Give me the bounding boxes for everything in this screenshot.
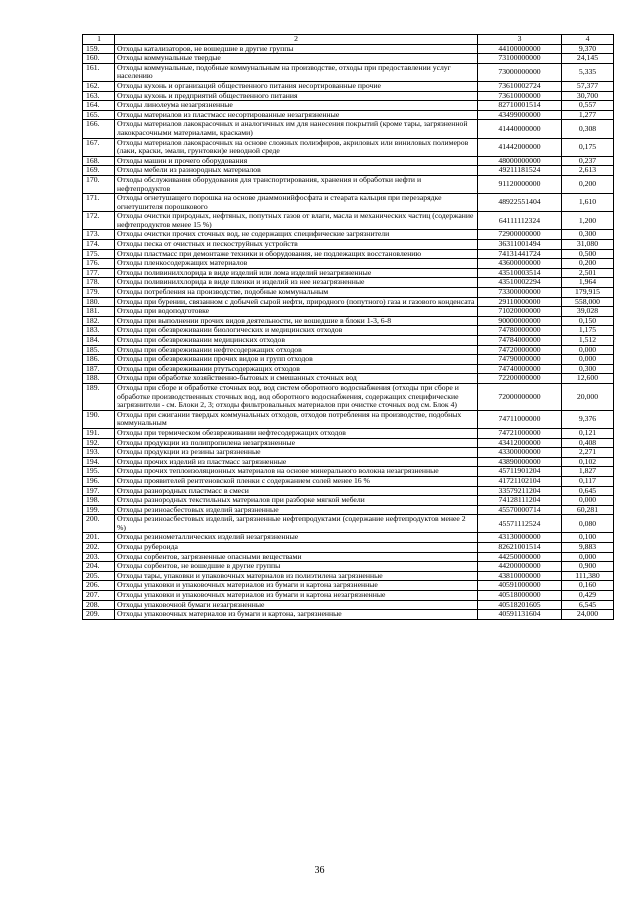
waste-name: Отходы сорбентов, загрязненные опасными веществами (115, 552, 478, 562)
waste-name: Отходы разнородных пластмасс в смеси (115, 486, 478, 496)
waste-name: Отходы упаковочных материалов из бумаги и картона, загрязненные (115, 610, 478, 620)
waste-amount: 60,281 (562, 505, 614, 515)
waste-name: Отходы поливинилхлорида в виде изделий или лома изделий незагрязненные (115, 268, 478, 278)
waste-code: 43499000000 (478, 110, 562, 120)
waste-amount: 0,117 (562, 476, 614, 486)
table-row (83, 212, 614, 230)
table-row (83, 101, 614, 111)
table-row (83, 230, 614, 240)
waste-amount: 0,500 (562, 249, 614, 259)
waste-name: Отходы коммунальные, подобные коммунальным на производстве, отходы при предоставлении услуг населению (115, 63, 478, 81)
waste-amount: 0,900 (562, 562, 614, 572)
waste-name: Отходы разнородных текстильных материалов при разборке мягкой мебели (115, 496, 478, 506)
waste-amount: 30,700 (562, 91, 614, 101)
waste-name: Отходы материалов лакокрасочных на основе сложных полиэфиров, акриловых или виниловых полимеров (лаки, краски, эмали, грунтовки)е неводной среде (115, 138, 478, 156)
waste-name: Отходы прочих изделий из пластмасс загрязненные (115, 457, 478, 467)
waste-code: 40591000000 (478, 581, 562, 591)
row-number: 159. (83, 44, 115, 54)
waste-code: 74790000000 (478, 355, 562, 365)
waste-name: Отходы кухонь и предприятий общественного питания (115, 91, 478, 101)
waste-code: 41721102104 (478, 476, 562, 486)
waste-amount: 0,175 (562, 138, 614, 156)
waste-code: 72900000000 (478, 230, 562, 240)
waste-name: Отходы проявителей рентгеновской пленки с содержанием солей менее 16 % (115, 476, 478, 486)
row-number: 171. (83, 194, 115, 212)
waste-amount: 0,308 (562, 120, 614, 138)
table-row (83, 240, 614, 250)
waste-amount: 2,271 (562, 448, 614, 458)
waste-code: 44100000000 (478, 44, 562, 54)
waste-name: Отходы машин и прочего оборудования (115, 156, 478, 166)
table-row (83, 355, 614, 365)
waste-amount: 0,000 (562, 552, 614, 562)
row-number: 166. (83, 120, 115, 138)
waste-amount: 0,160 (562, 581, 614, 591)
waste-code: 41440000000 (478, 120, 562, 138)
waste-code: 72200000000 (478, 374, 562, 384)
waste-amount: 0,100 (562, 533, 614, 543)
waste-amount: 558,000 (562, 297, 614, 307)
waste-amount: 12,600 (562, 374, 614, 384)
waste-name: Отходы материалов лакокрасочных и аналогичных им для нанесения покрытий (кроме тары, загрязненной лакокрасочными материалами, красками) (115, 120, 478, 138)
waste-amount: 0,080 (562, 515, 614, 533)
waste-name: Отходы поливинилхлорида в виде пленки и изделий из нее незагрязненные (115, 278, 478, 288)
row-number: 170. (83, 175, 115, 193)
waste-amount: 31,080 (562, 240, 614, 250)
waste-code: 40518000000 (478, 591, 562, 601)
table-row (83, 515, 614, 533)
waste-amount: 9,370 (562, 44, 614, 54)
waste-amount: 0,121 (562, 428, 614, 438)
waste-amount: 0,200 (562, 175, 614, 193)
waste-name: Отходы сорбентов, не вошедшие в другие группы (115, 562, 478, 572)
table-row (83, 63, 614, 81)
row-number: 196. (83, 476, 115, 486)
row-number: 191. (83, 428, 115, 438)
waste-code: 44200000000 (478, 562, 562, 572)
table-row (83, 496, 614, 506)
waste-amount: 1,277 (562, 110, 614, 120)
waste-name: Отходы резиноасбестовых изделий, загрязненные нефтепродуктами (содержание нефтепродуктов менее 2 %) (115, 515, 478, 533)
waste-amount: 6,545 (562, 600, 614, 610)
waste-code: 82621001514 (478, 543, 562, 553)
waste-amount: 0,200 (562, 259, 614, 269)
waste-code: 43300000000 (478, 448, 562, 458)
table-row (83, 249, 614, 259)
table-row (83, 505, 614, 515)
table-row (83, 428, 614, 438)
row-number: 176. (83, 259, 115, 269)
waste-code: 74740000000 (478, 364, 562, 374)
waste-code: 29110000000 (478, 297, 562, 307)
waste-amount: 0,150 (562, 316, 614, 326)
row-number: 180. (83, 297, 115, 307)
table-body (83, 44, 614, 619)
waste-code: 74720000000 (478, 345, 562, 355)
row-number: 190. (83, 410, 115, 428)
table-row (83, 438, 614, 448)
waste-amount: 179,915 (562, 288, 614, 298)
waste-name: Отходы рубероида (115, 543, 478, 553)
waste-amount: 111,380 (562, 571, 614, 581)
waste-code: 64111112324 (478, 212, 562, 230)
table-row (83, 374, 614, 384)
waste-code: 48922551404 (478, 194, 562, 212)
waste-code: 33579211204 (478, 486, 562, 496)
waste-code: 43510003514 (478, 268, 562, 278)
waste-code: 74711000000 (478, 410, 562, 428)
waste-amount: 2,613 (562, 166, 614, 176)
waste-code: 73610000000 (478, 91, 562, 101)
table-row (83, 336, 614, 346)
waste-name: Отходы пластмасс при демонтаже техники и оборудования, не подлежащих восстановлению (115, 249, 478, 259)
waste-name: Отходы резиноасбестовых изделий загрязненные (115, 505, 478, 515)
row-number: 165. (83, 110, 115, 120)
row-number: 186. (83, 355, 115, 365)
waste-amount: 39,028 (562, 307, 614, 317)
table-row (83, 297, 614, 307)
table-header-row (83, 35, 614, 45)
row-number: 179. (83, 288, 115, 298)
waste-amount: 20,000 (562, 383, 614, 410)
table-row (83, 562, 614, 572)
row-number: 184. (83, 336, 115, 346)
table-row (83, 571, 614, 581)
row-number: 181. (83, 307, 115, 317)
waste-code: 91120000000 (478, 175, 562, 193)
waste-code: 43890000000 (478, 457, 562, 467)
table-row (83, 278, 614, 288)
waste-name: Отходы упаковки и упаковочных материалов из бумаги и картона незагрязненные (115, 591, 478, 601)
row-number: 168. (83, 156, 115, 166)
waste-amount: 0,237 (562, 156, 614, 166)
waste-code: 41442000000 (478, 138, 562, 156)
waste-name: Отходы очистки природных, нефтяных, попутных газов от влаги, масла и механических частиц (содержание нефтепродуктов менее 15 %) (115, 212, 478, 230)
row-number: 188. (83, 374, 115, 384)
waste-amount: 1,175 (562, 326, 614, 336)
waste-name: Отходы огнетушащего порошка на основе диаммонийфосфата и стеарата кальция при перезарядке огнетушителя порошкового (115, 194, 478, 212)
waste-name: Отходы при выполнении прочих видов деятельности, не вошедшие в блоки 1-3, 6-8 (115, 316, 478, 326)
table-row (83, 138, 614, 156)
row-number: 189. (83, 383, 115, 410)
header-col-2: 2 (115, 35, 478, 45)
waste-amount: 0,000 (562, 496, 614, 506)
waste-name: Отходы потребления на производстве, подобные коммунальным (115, 288, 478, 298)
page-number: 36 (314, 865, 325, 876)
waste-code: 49211181524 (478, 166, 562, 176)
waste-name: Отходы кухонь и организаций общественного питания несортированные прочие (115, 81, 478, 91)
waste-amount: 2,501 (562, 268, 614, 278)
table-row (83, 326, 614, 336)
row-number: 183. (83, 326, 115, 336)
row-number: 161. (83, 63, 115, 81)
waste-code: 43130000000 (478, 533, 562, 543)
row-number: 173. (83, 230, 115, 240)
waste-amount: 0,102 (562, 457, 614, 467)
table-row (83, 610, 614, 620)
table-row (83, 410, 614, 428)
row-number: 175. (83, 249, 115, 259)
row-number: 209. (83, 610, 115, 620)
table-row (83, 486, 614, 496)
waste-code: 90000000000 (478, 316, 562, 326)
table-row (83, 120, 614, 138)
waste-name: Отходы при обезвреживании биологических и медицинских отходов (115, 326, 478, 336)
table-row (83, 467, 614, 477)
table-row (83, 581, 614, 591)
waste-name: Отходы материалов из пластмасс несортированные незагрязненные (115, 110, 478, 120)
waste-code: 73100000000 (478, 54, 562, 64)
table-row (83, 476, 614, 486)
waste-amount: 0,429 (562, 591, 614, 601)
row-number: 201. (83, 533, 115, 543)
row-number: 187. (83, 364, 115, 374)
waste-code: 36311001494 (478, 240, 562, 250)
waste-amount: 0,000 (562, 345, 614, 355)
row-number: 182. (83, 316, 115, 326)
waste-amount: 0,645 (562, 486, 614, 496)
table-row (83, 268, 614, 278)
waste-name: Отходы обслуживания оборудования для транспортирования, хранения и обработки нефти и нефтепродуктов (115, 175, 478, 193)
table-row (83, 81, 614, 91)
header-col-4: 4 (562, 35, 614, 45)
waste-amount: 24,000 (562, 610, 614, 620)
waste-amount: 1,964 (562, 278, 614, 288)
row-number: 208. (83, 600, 115, 610)
table-row (83, 288, 614, 298)
waste-name: Отходы продукции из резины загрязненные (115, 448, 478, 458)
waste-name: Отходы при обезвреживании прочих видов и групп отходов (115, 355, 478, 365)
waste-name: Отходы при обезвреживании ртутьсодержащих отходов (115, 364, 478, 374)
row-number: 167. (83, 138, 115, 156)
waste-code: 43810000000 (478, 571, 562, 581)
table-row (83, 543, 614, 553)
table-row (83, 156, 614, 166)
waste-name: Отходы тары, упаковки и упаковочных материалов из полиэтилена загрязненные (115, 571, 478, 581)
waste-code: 73300000000 (478, 288, 562, 298)
waste-code: 74131441724 (478, 249, 562, 259)
waste-code: 74128111204 (478, 496, 562, 506)
waste-name: Отходы при термическом обезвреживании нефтесодержащих отходов (115, 428, 478, 438)
table-row (83, 194, 614, 212)
table-row (83, 44, 614, 54)
waste-name: Отходы упаковки и упаковочных материалов из бумаги и картона загрязненные (115, 581, 478, 591)
waste-code: 73610002724 (478, 81, 562, 91)
row-number: 169. (83, 166, 115, 176)
row-number: 207. (83, 591, 115, 601)
row-number: 192. (83, 438, 115, 448)
header-col-1: 1 (83, 35, 115, 45)
row-number: 163. (83, 91, 115, 101)
table-row (83, 552, 614, 562)
waste-name: Отходы при обработке хозяйственно-бытовых и смешанных сточных вод (115, 374, 478, 384)
table-row (83, 307, 614, 317)
table-row (83, 175, 614, 193)
waste-name: Отходы катализаторов, не вошедшие в другие группы (115, 44, 478, 54)
waste-table (82, 34, 614, 620)
waste-code: 71020000000 (478, 307, 562, 317)
row-number: 162. (83, 81, 115, 91)
waste-name: Отходы очистки прочих сточных вод, не содержащих специфические загрязнители (115, 230, 478, 240)
waste-code: 82710001514 (478, 101, 562, 111)
waste-amount: 9,376 (562, 410, 614, 428)
row-number: 206. (83, 581, 115, 591)
table-row (83, 91, 614, 101)
waste-amount: 0,408 (562, 438, 614, 448)
header-col-3: 3 (478, 35, 562, 45)
row-number: 194. (83, 457, 115, 467)
row-number: 178. (83, 278, 115, 288)
waste-name: Отходы при обезвреживании медицинских отходов (115, 336, 478, 346)
waste-name: Отходы при водоподготовке (115, 307, 478, 317)
waste-code: 74721000000 (478, 428, 562, 438)
waste-amount: 5,335 (562, 63, 614, 81)
waste-name: Отходы продукции из полипропилена незагрязненные (115, 438, 478, 448)
waste-code: 43412000000 (478, 438, 562, 448)
waste-amount: 0,300 (562, 364, 614, 374)
waste-name: Отходы прочих теплоизоляционных материалов на основе минерального волокна незагрязненные (115, 467, 478, 477)
waste-code: 43510002294 (478, 278, 562, 288)
table-row (83, 259, 614, 269)
waste-code: 45570000714 (478, 505, 562, 515)
waste-code: 45571112524 (478, 515, 562, 533)
waste-amount: 1,512 (562, 336, 614, 346)
waste-code: 44250000000 (478, 552, 562, 562)
table-row (83, 345, 614, 355)
waste-name: Отходы упаковочной бумаги незагрязненные (115, 600, 478, 610)
waste-amount: 0,557 (562, 101, 614, 111)
waste-name: Отходы коммунальные твердые (115, 54, 478, 64)
table-row (83, 166, 614, 176)
waste-amount: 57,377 (562, 81, 614, 91)
table-row (83, 591, 614, 601)
waste-amount: 1,610 (562, 194, 614, 212)
waste-code: 72000000000 (478, 383, 562, 410)
row-number: 197. (83, 486, 115, 496)
table-row (83, 110, 614, 120)
table-row (83, 383, 614, 410)
row-number: 202. (83, 543, 115, 553)
waste-code: 43600000000 (478, 259, 562, 269)
waste-amount: 24,145 (562, 54, 614, 64)
row-number: 199. (83, 505, 115, 515)
waste-amount: 9,883 (562, 543, 614, 553)
row-number: 203. (83, 552, 115, 562)
row-number: 205. (83, 571, 115, 581)
row-number: 204. (83, 562, 115, 572)
row-number: 160. (83, 54, 115, 64)
waste-name: Отходы линолеума незагрязненные (115, 101, 478, 111)
table-row (83, 54, 614, 64)
row-number: 177. (83, 268, 115, 278)
waste-code: 40591131604 (478, 610, 562, 620)
row-number: 172. (83, 212, 115, 230)
table-row (83, 457, 614, 467)
table-row (83, 448, 614, 458)
row-number: 195. (83, 467, 115, 477)
waste-code: 40518201605 (478, 600, 562, 610)
table-row (83, 316, 614, 326)
waste-amount: 1,827 (562, 467, 614, 477)
waste-name: Отходы резинометаллических изделий незагрязненные (115, 533, 478, 543)
row-number: 193. (83, 448, 115, 458)
waste-code: 45711901204 (478, 467, 562, 477)
waste-code: 48000000000 (478, 156, 562, 166)
waste-name: Отходы при обезвреживании нефтесодержащих отходов (115, 345, 478, 355)
row-number: 200. (83, 515, 115, 533)
waste-code: 74784000000 (478, 336, 562, 346)
waste-code: 73000000000 (478, 63, 562, 81)
waste-amount: 1,200 (562, 212, 614, 230)
row-number: 198. (83, 496, 115, 506)
table-row (83, 533, 614, 543)
waste-name: Отходы при сборе и обработке сточных вод, вод систем оборотного водоснабжения (отходы при сборе и обработке производственных сточных вод, вод оборотного водоснабжения, содержащих специфические загрязнители - см. Блоки 2, 3; отходы фильтровальных материалов при очистке сточных вод см. Блок 4) (115, 383, 478, 410)
waste-name: Отходы мебели из разнородных материалов (115, 166, 478, 176)
row-number: 185. (83, 345, 115, 355)
waste-name: Отходы пленкосодержащих материалов (115, 259, 478, 269)
row-number: 174. (83, 240, 115, 250)
waste-code: 74780000000 (478, 326, 562, 336)
row-number: 164. (83, 101, 115, 111)
table-row (83, 364, 614, 374)
table-row (83, 600, 614, 610)
waste-name: Отходы при сжигании твердых коммунальных отходов, отходов потребления на производстве, подобных коммунальным (115, 410, 478, 428)
waste-name: Отходы при бурении, связанном с добычей сырой нефти, природного (попутного) газа и газового конденсата (115, 297, 478, 307)
waste-name: Отходы песка от очистных и пескоструйных устройств (115, 240, 478, 250)
waste-amount: 0,300 (562, 230, 614, 240)
waste-amount: 0,000 (562, 355, 614, 365)
